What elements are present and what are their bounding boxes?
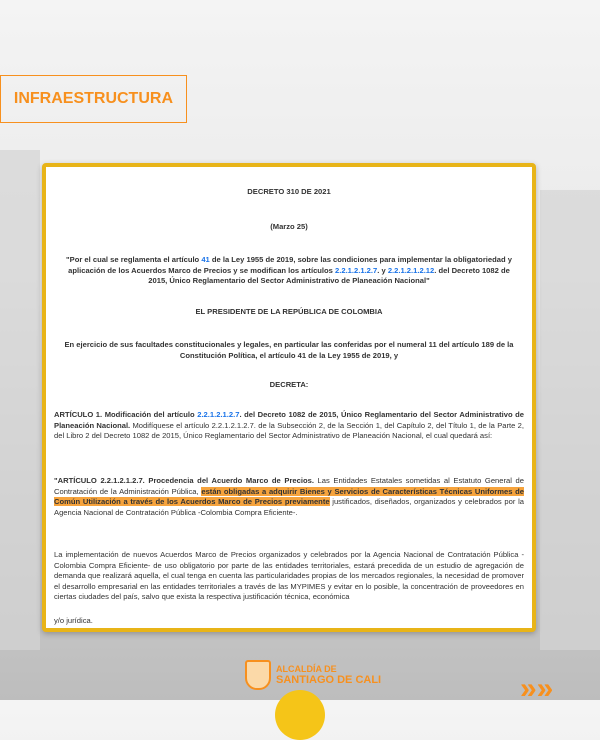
summary-text: . del Decreto 1082 de 2015, Único Reglamentario del Sector Administrativo de Planeación Nacional"	[148, 265, 510, 285]
link-article-2-2-1-2-1-2-7[interactable]: 2.2.1.2.1.2.7	[197, 410, 240, 419]
logo-line-2: SANTIAGO DE CALI	[276, 674, 382, 686]
section-title: INFRAESTRUCTURA	[13, 90, 173, 107]
decree-title: DECRETO 310 DE 2021	[247, 187, 331, 196]
link-article-2-2-1-2-1-2-12[interactable]: 2.2.1.2.1.2.12	[387, 265, 435, 275]
highlighted-text: están obligadas a adquirir Bienes y Servicios de Características Técnicas Uniformes de Común Utilización a través de los Acuerdos Marco de Precios previamente	[54, 486, 525, 506]
article-1	[54, 410, 524, 442]
article-2-heading: "ARTÍCULO 2.2.1.2.1.2.7. Procedencia del Acuerdo Marco de Precios.	[54, 476, 314, 485]
cali-shield-icon	[245, 660, 271, 690]
link-ley-41[interactable]: 41	[201, 255, 210, 264]
decreta-heading: DECRETA:	[269, 380, 309, 389]
summary-text: "Por el cual se reglamenta el artículo	[66, 255, 202, 264]
decree-summary	[60, 255, 518, 287]
summary-text: . y	[377, 265, 388, 275]
background-building-right	[540, 190, 600, 650]
article-1-heading: . del Decreto 1082 de 2015, Único Reglamentario del Sector Administrativo de Planeación Nacional.	[54, 410, 525, 430]
article-2-text: Las Entidades Estatales sometidas al Estatuto General de Contratación de la Administración Pública,	[54, 476, 524, 496]
decree-document	[42, 163, 536, 632]
section-label-box	[0, 75, 187, 123]
article-1-text: Modifíquese el artículo 2.2.1.2.1.2.7. de la Subsección 2, de la Sección 1, del Capítulo 2, del Título 1, de la Parte 2, del Libro 2 del Decreto 1082 de 2015, Único Reglamentario del Sector Administrativo de Planeación Nacional, el cual quedará así:	[54, 420, 525, 440]
alcaldia-logo	[245, 660, 381, 690]
article-2-text: justificados, diseñados, organizados y celebrados por la Agencia Nacional de Contratación Pública -Colombia Compra Eficiente-.	[54, 497, 524, 517]
background-building-left	[0, 150, 40, 650]
president-heading: EL PRESIDENTE DE LA REPÚBLICA DE COLOMBIA	[195, 307, 383, 316]
chevron-right-icon: »»	[520, 672, 554, 705]
decorative-circle	[275, 690, 325, 740]
implementation-paragraph: La implementación de nuevos Acuerdos Marco de Precios organizados y celebrados por la Agencia Nacional de Contratación Pública -Colombia Compra Eficiente- de uso obligatorio por parte de las entidades territoriales, estará precedida de un estudio de agregación de demanda que realizará aquella, el cual tenga en cuenta las particularidades propias de los mercados regionales, la necesidad de promover el desarrollo empresarial en las entidades territoriales a través de las MYPIMES y evitar en lo posible, la concentración de proveedores en ciertas ciudades del país, salvo que exista la respectiva justificación técnica, económica	[54, 550, 524, 601]
summary-text: de la Ley 1955 de 2019, sobre las condiciones para implementar la obligatoriedad y aplicación de los Acuerdos Marco de Precios y se modifican los artículos	[68, 255, 512, 275]
article-2	[54, 476, 524, 518]
article-1-heading: ARTÍCULO 1. Modificación del artículo	[54, 410, 198, 419]
closing-text: y/o jurídica.	[54, 616, 93, 625]
decree-date: (Marzo 25)	[270, 222, 308, 231]
logo-line-1: ALCALDÍA DE	[276, 664, 337, 674]
link-article-2-2-1-2-1-2-7[interactable]: 2.2.1.2.1.2.7	[335, 265, 378, 275]
exercise-text: En ejercicio de sus facultades constitucionales y legales, en particular las conferidas por el numeral 11 del artículo 189 de la Constitución Política, el artículo 41 de la Ley 1955 de 2019, y	[64, 340, 514, 360]
